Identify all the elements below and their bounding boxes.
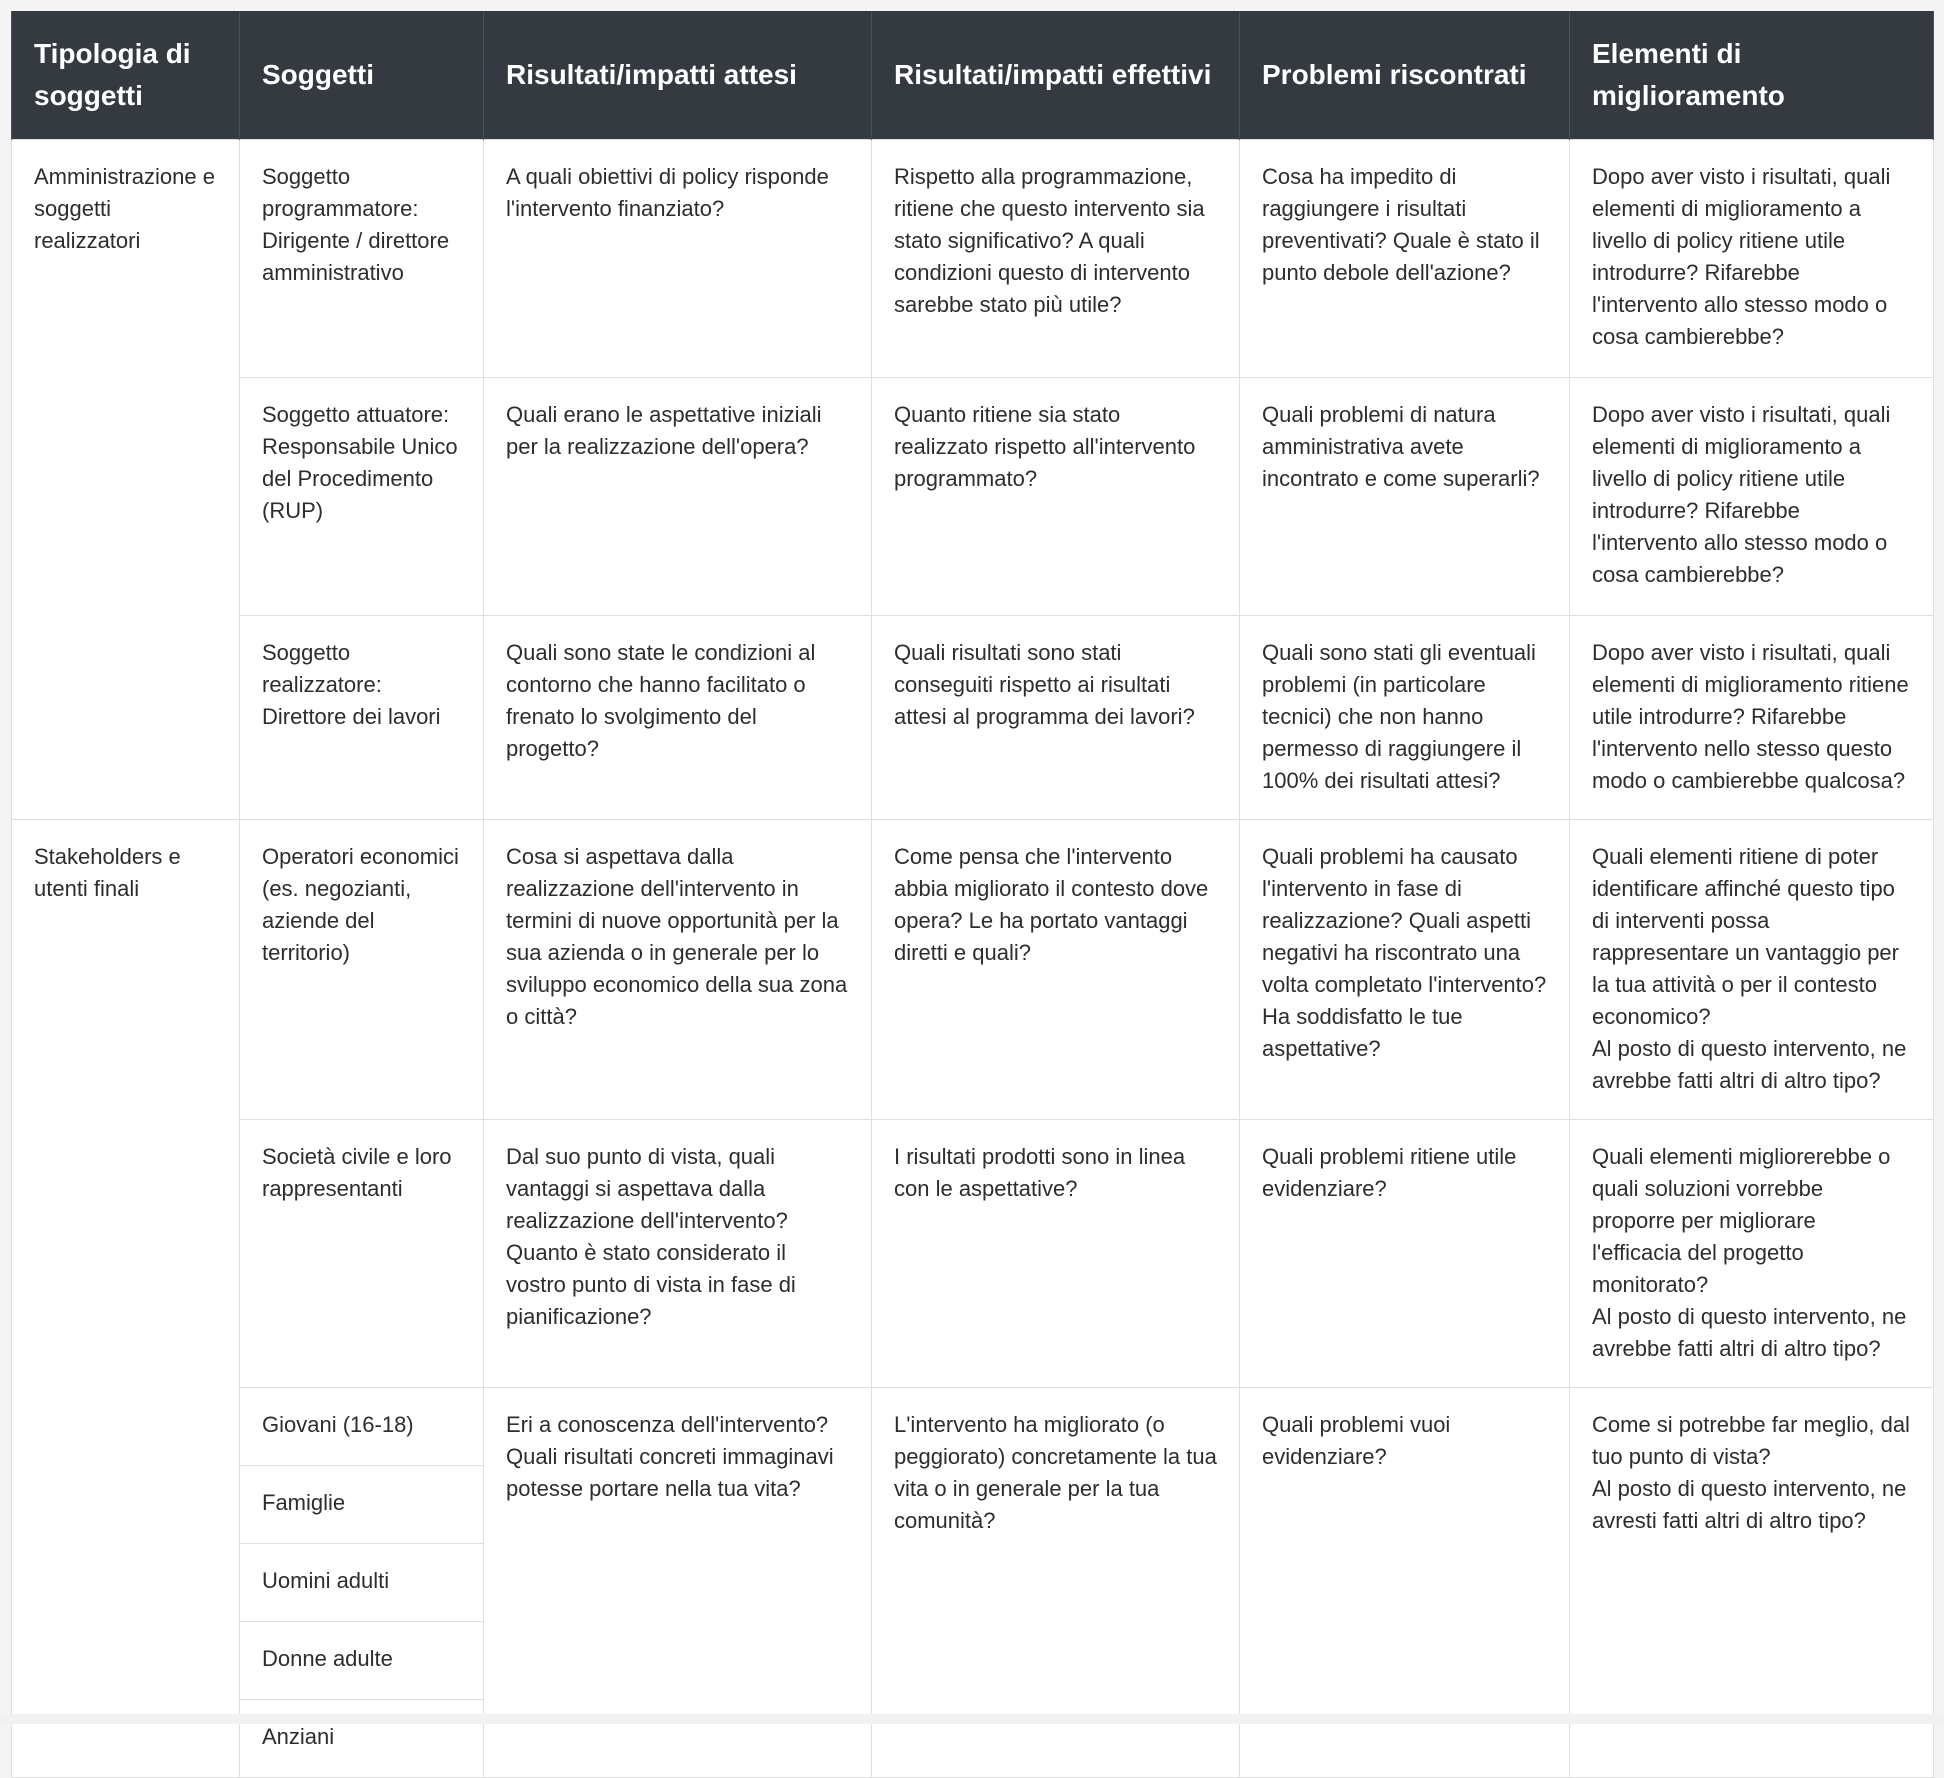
subject-cell: Soggetto attuatore: Responsabile Unico del Procedimento (RUP) <box>240 378 484 616</box>
header-tipologia: Tipologia di soggetti <box>12 11 240 140</box>
improvements-cell: Quali elementi migliorerebbe o quali soluzioni vorrebbe proporre per migliorare l'efficacia del progetto monitorato? Al posto di questo intervento, ne avrebbe fatti altri di altro tipo? <box>1570 1120 1934 1388</box>
subject-cell: Donne adulte <box>240 1622 484 1700</box>
subject-cell: Uomini adulti <box>240 1544 484 1622</box>
actual-cell: L'intervento ha migliorato (o peggiorato) concretamente la tua vita o in generale per la tua comunità? <box>872 1388 1240 1778</box>
subject-cell: Società civile e loro rappresentanti <box>240 1120 484 1388</box>
improvements-cell: Dopo aver visto i risultati, quali elementi di miglioramento a livello di policy ritiene utile introdurre? Rifarebbe l'intervento allo stesso modo o cosa cambierebbe? <box>1570 378 1934 616</box>
actual-cell: I risultati prodotti sono in linea con le aspettative? <box>872 1120 1240 1388</box>
expected-cell: Cosa si aspettava dalla realizzazione dell'intervento in termini di nuove opportunità per la sua azienda o in generale per lo sviluppo economico della sua zona o città? <box>484 820 872 1120</box>
actual-cell: Quanto ritiene sia stato realizzato rispetto all'intervento programmato? <box>872 378 1240 616</box>
header-risultati-effettivi: Risultati/impatti effettivi <box>872 11 1240 140</box>
table-body <box>12 140 1934 1778</box>
improvements-cell: Come si potrebbe far meglio, dal tuo punto di vista? Al posto di questo intervento, ne avresti fatti altri di altro tipo? <box>1570 1388 1934 1778</box>
questions-table <box>11 11 1934 1778</box>
subject-cell: Famiglie <box>240 1466 484 1544</box>
table-row <box>12 140 1934 378</box>
subject-cell: Operatori economici (es. negozianti, aziende del territorio) <box>240 820 484 1120</box>
problems-cell: Quali problemi ha causato l'intervento in fase di realizzazione? Quali aspetti negativi ha riscontrato una volta completato l'intervento? Ha soddisfatto le tue aspettative? <box>1240 820 1570 1120</box>
header-soggetti: Soggetti <box>240 11 484 140</box>
expected-cell: A quali obiettivi di policy risponde l'intervento finanziato? <box>484 140 872 378</box>
header-problemi: Problemi riscontrati <box>1240 11 1570 140</box>
subject-cell: Giovani (16-18) <box>240 1388 484 1466</box>
problems-cell: Cosa ha impedito di raggiungere i risultati preventivati? Quale è stato il punto debole dell'azione? <box>1240 140 1570 378</box>
page-bottom-edge <box>0 1714 1944 1724</box>
table-row <box>12 616 1934 820</box>
group-label-stakeholders: Stakeholders e utenti finali <box>12 820 240 1778</box>
header-miglioramento: Elementi di miglioramento <box>1570 11 1934 140</box>
subject-cell: Soggetto programmatore: Dirigente / direttore amministrativo <box>240 140 484 378</box>
expected-cell: Dal suo punto di vista, quali vantaggi si aspettava dalla realizzazione dell'intervento? Quanto è stato considerato il vostro punto di vista in fase di pianificazione? <box>484 1120 872 1388</box>
table-row <box>12 1388 1934 1466</box>
improvements-cell: Dopo aver visto i risultati, quali elementi di miglioramento a livello di policy ritiene utile introdurre? Rifarebbe l'intervento allo stesso modo o cosa cambierebbe? <box>1570 140 1934 378</box>
problems-cell: Quali problemi di natura amministrativa avete incontrato e come superarli? <box>1240 378 1570 616</box>
header-risultati-attesi: Risultati/impatti attesi <box>484 11 872 140</box>
problems-cell: Quali problemi vuoi evidenziare? <box>1240 1388 1570 1778</box>
problems-cell: Quali sono stati gli eventuali problemi (in particolare tecnici) che non hanno permesso di raggiungere il 100% dei risultati attesi? <box>1240 616 1570 820</box>
table-header <box>12 11 1934 140</box>
actual-cell: Quali risultati sono stati conseguiti rispetto ai risultati attesi al programma dei lavori? <box>872 616 1240 820</box>
subject-cell: Anziani <box>240 1700 484 1778</box>
improvements-cell: Quali elementi ritiene di poter identificare affinché questo tipo di interventi possa rappresentare un vantaggio per la tua attività o per il contesto economico? Al posto di questo intervento, ne avrebbe fatti altri di altro tipo? <box>1570 820 1934 1120</box>
expected-cell: Quali erano le aspettative iniziali per la realizzazione dell'opera? <box>484 378 872 616</box>
table-row <box>12 820 1934 1120</box>
expected-cell: Quali sono state le condizioni al contorno che hanno facilitato o frenato lo svolgimento del progetto? <box>484 616 872 820</box>
header-row <box>12 11 1934 140</box>
expected-cell: Eri a conoscenza dell'intervento? Quali risultati concreti immaginavi potesse portare nella tua vita? <box>484 1388 872 1778</box>
actual-cell: Come pensa che l'intervento abbia migliorato il contesto dove opera? Le ha portato vantaggi diretti e quali? <box>872 820 1240 1120</box>
problems-cell: Quali problemi ritiene utile evidenziare? <box>1240 1120 1570 1388</box>
group-label-amministrazione: Amministrazione e soggetti realizzatori <box>12 140 240 820</box>
improvements-cell: Dopo aver visto i risultati, quali elementi di miglioramento ritiene utile introdurre? Rifarebbe l'intervento nello stesso questo modo o cambierebbe qualcosa? <box>1570 616 1934 820</box>
table-row <box>12 378 1934 616</box>
table-row <box>12 1120 1934 1388</box>
subject-cell: Soggetto realizzatore: Direttore dei lavori <box>240 616 484 820</box>
actual-cell: Rispetto alla programmazione, ritiene che questo intervento sia stato significativo? A quali condizioni questo di intervento sarebbe stato più utile? <box>872 140 1240 378</box>
